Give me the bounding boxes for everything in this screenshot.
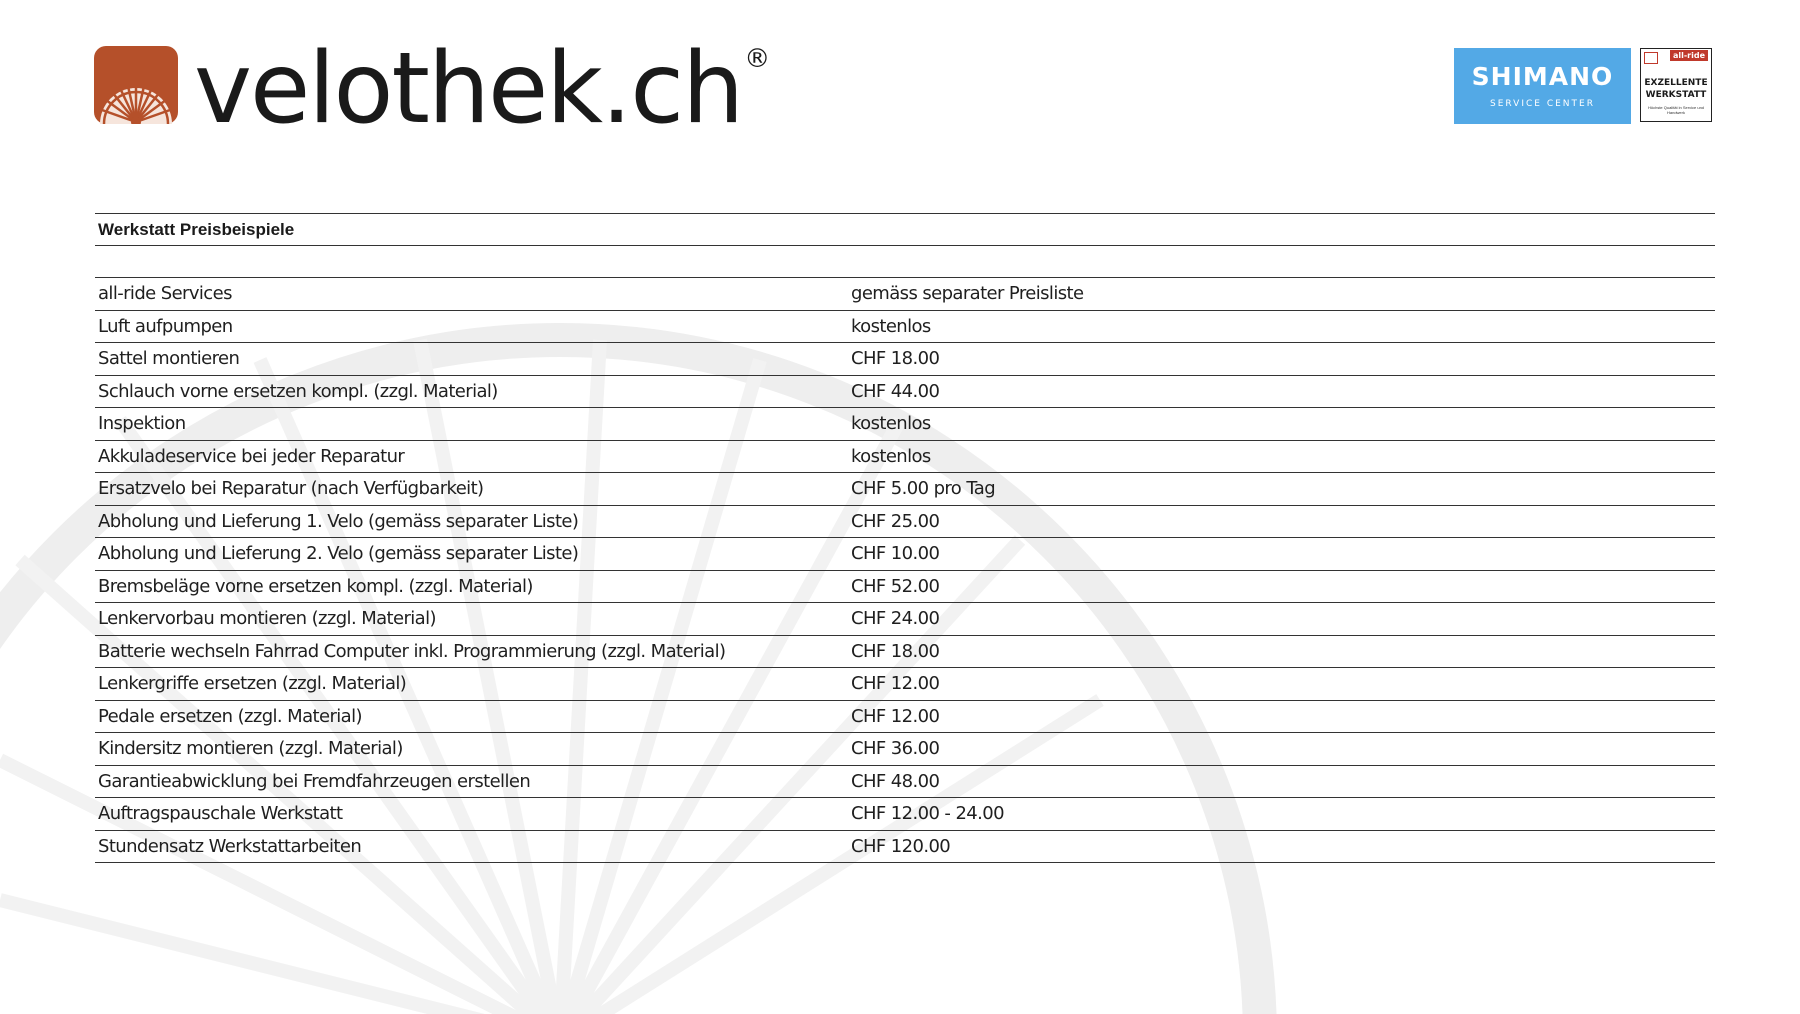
service-price: CHF 18.00 <box>851 348 940 370</box>
table-row <box>95 701 1715 734</box>
service-name: Sattel montieren <box>98 348 240 370</box>
table-row <box>95 668 1715 701</box>
service-name: Stundensatz Werkstattarbeiten <box>98 835 362 857</box>
service-name: Kindersitz montieren (zzgl. Material) <box>98 738 403 760</box>
page-header <box>0 0 1800 146</box>
service-price: CHF 36.00 <box>851 738 940 760</box>
table-spacer <box>95 246 1715 278</box>
seal-icon <box>1644 52 1658 64</box>
shimano-name: SHIMANO <box>1471 62 1614 91</box>
service-price: CHF 5.00 pro Tag <box>851 478 996 500</box>
service-name: Luft aufpumpen <box>98 315 233 337</box>
service-price: CHF 12.00 - 24.00 <box>851 803 1004 825</box>
table-row <box>95 831 1715 864</box>
bicycle-wheel-logo-icon <box>94 46 178 124</box>
excellent-workshop-badge <box>1640 48 1712 122</box>
service-price: CHF 52.00 <box>851 575 940 597</box>
logo-wordmark: velothek.ch <box>194 32 743 146</box>
service-name: Inspektion <box>98 413 186 435</box>
service-price: kostenlos <box>851 445 931 467</box>
service-name: Lenkergriffe ersetzen (zzgl. Material) <box>98 673 407 695</box>
service-name: Auftragspauschale Werkstatt <box>98 803 343 825</box>
service-price: gemäss separater Preisliste <box>851 283 1084 305</box>
service-price: CHF 24.00 <box>851 608 940 630</box>
service-price: CHF 120.00 <box>851 835 951 857</box>
service-price: CHF 10.00 <box>851 543 940 565</box>
table-row <box>95 571 1715 604</box>
service-price: CHF 18.00 <box>851 640 940 662</box>
service-name: Abholung und Lieferung 2. Velo (gemäss separater Liste) <box>98 543 579 565</box>
table-row <box>95 798 1715 831</box>
table-row <box>95 473 1715 506</box>
table-row <box>95 408 1715 441</box>
service-price: kostenlos <box>851 413 931 435</box>
badge-brand: all-ride <box>1670 50 1708 61</box>
service-name: Bremsbeläge vorne ersetzen kompl. (zzgl. Material) <box>98 575 533 597</box>
table-row <box>95 311 1715 344</box>
service-price: kostenlos <box>851 315 931 337</box>
price-table <box>95 278 1715 863</box>
table-row <box>95 278 1715 311</box>
service-name: all-ride Services <box>98 283 232 305</box>
service-name: Abholung und Lieferung 1. Velo (gemäss separater Liste) <box>98 510 579 532</box>
table-row <box>95 766 1715 799</box>
table-row <box>95 538 1715 571</box>
table-row <box>95 441 1715 474</box>
velothek-logo[interactable] <box>94 32 771 146</box>
section-title: Werkstatt Preisbeispiele <box>95 213 1715 246</box>
service-name: Ersatzvelo bei Reparatur (nach Verfügbarkeit) <box>98 478 484 500</box>
registered-mark: ® <box>744 44 771 74</box>
shimano-subtitle: SERVICE CENTER <box>1490 99 1595 109</box>
table-row <box>95 603 1715 636</box>
service-name: Lenkervorbau montieren (zzgl. Material) <box>98 608 436 630</box>
service-name: Garantieabwicklung bei Fremdfahrzeugen erstellen <box>98 770 531 792</box>
service-name: Schlauch vorne ersetzen kompl. (zzgl. Material) <box>98 380 498 402</box>
table-row <box>95 733 1715 766</box>
table-row <box>95 376 1715 409</box>
service-price: CHF 25.00 <box>851 510 940 532</box>
service-name: Pedale ersetzen (zzgl. Material) <box>98 705 362 727</box>
price-list <box>95 213 1715 863</box>
service-name: Batterie wechseln Fahrrad Computer inkl. Programmierung (zzgl. Material) <box>98 640 726 662</box>
table-row <box>95 343 1715 376</box>
table-row <box>95 506 1715 539</box>
badge-fine-print: Höchste Qualität in Service und Handwerk <box>1647 105 1705 115</box>
service-price: CHF 12.00 <box>851 705 940 727</box>
service-price: CHF 12.00 <box>851 673 940 695</box>
service-price: CHF 44.00 <box>851 380 940 402</box>
badge-line-1: EXZELLENTE <box>1644 78 1708 88</box>
shimano-service-center-logo <box>1454 48 1631 124</box>
badge-line-2: WERKSTATT <box>1645 90 1707 100</box>
service-name: Akkuladeservice bei jeder Reparatur <box>98 445 405 467</box>
table-row <box>95 636 1715 669</box>
service-price: CHF 48.00 <box>851 770 940 792</box>
